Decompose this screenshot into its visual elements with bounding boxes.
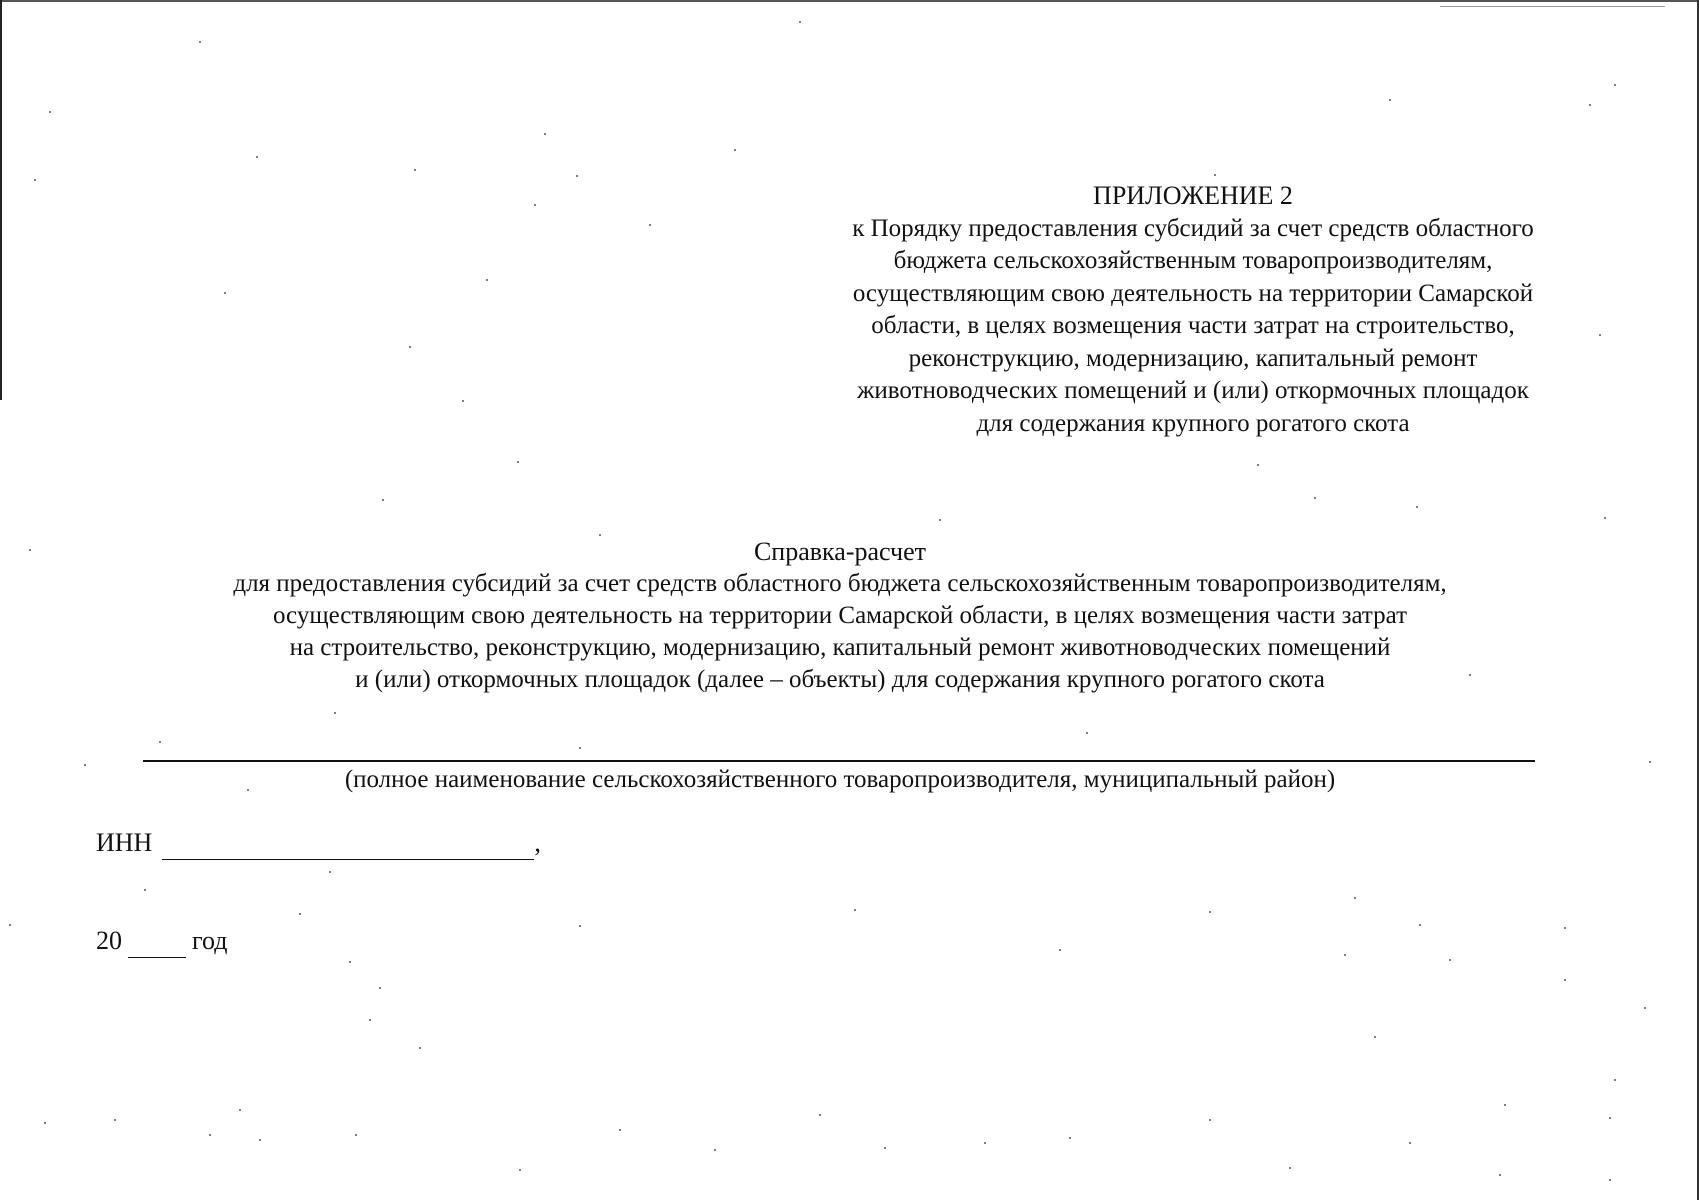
inn-field[interactable] bbox=[162, 829, 534, 860]
certificate-line: осуществляющим свою деятельность на территории Самарской области, в целях возмещения части затрат bbox=[272, 602, 1408, 629]
year-suffix: год bbox=[192, 926, 228, 955]
appendix-line: осуществляющим свою деятельность на территории Самарской bbox=[852, 279, 1534, 307]
inn-row bbox=[96, 826, 541, 860]
inn-label: ИНН bbox=[96, 828, 153, 857]
year-prefix: 20 bbox=[96, 926, 122, 955]
year-field[interactable] bbox=[128, 927, 186, 958]
scan-edge-left bbox=[0, 0, 2, 400]
year-row bbox=[96, 924, 228, 958]
appendix-line: области, в целях возмещения части затрат на строительство, bbox=[871, 312, 1515, 339]
appendix-line: бюджета сельскохозяйственным товаропроизводителям, bbox=[893, 247, 1493, 274]
appendix-header bbox=[793, 180, 1593, 440]
certificate-heading bbox=[90, 536, 1590, 696]
appendix-line: реконструкцию, модернизацию, капитальный ремонт bbox=[908, 344, 1478, 372]
appendix-line: к Порядку предоставления субсидий за счет средств областного bbox=[852, 214, 1534, 242]
appendix-line: для содержания крупного рогатого скота bbox=[976, 409, 1410, 437]
producer-name-field[interactable] bbox=[143, 760, 1535, 762]
certificate-line: и (или) откормочных площадок (далее – объекты) для содержания крупного рогатого скота bbox=[355, 666, 1325, 693]
certificate-line: для предоставления субсидий за счет средств областного бюджета сельскохозяйственным товаропроизводителям, bbox=[233, 570, 1447, 597]
appendix-line: животноводческих помещений и (или) откормочных площадок bbox=[857, 377, 1529, 404]
inn-suffix: , bbox=[534, 828, 541, 857]
scan-edge-top bbox=[0, 0, 1699, 2]
certificate-line: на строительство, реконструкцию, модернизацию, капитальный ремонт животноводческих помещений bbox=[289, 634, 1391, 661]
certificate-title: Справка-расчет bbox=[753, 537, 927, 566]
appendix-title: ПРИЛОЖЕНИЕ 2 bbox=[1093, 181, 1293, 210]
producer-name-caption: (полное наименование сельскохозяйственного товаропроизводителя, муниципальный район) bbox=[344, 766, 1336, 793]
scan-edge-top-right bbox=[1440, 6, 1665, 7]
